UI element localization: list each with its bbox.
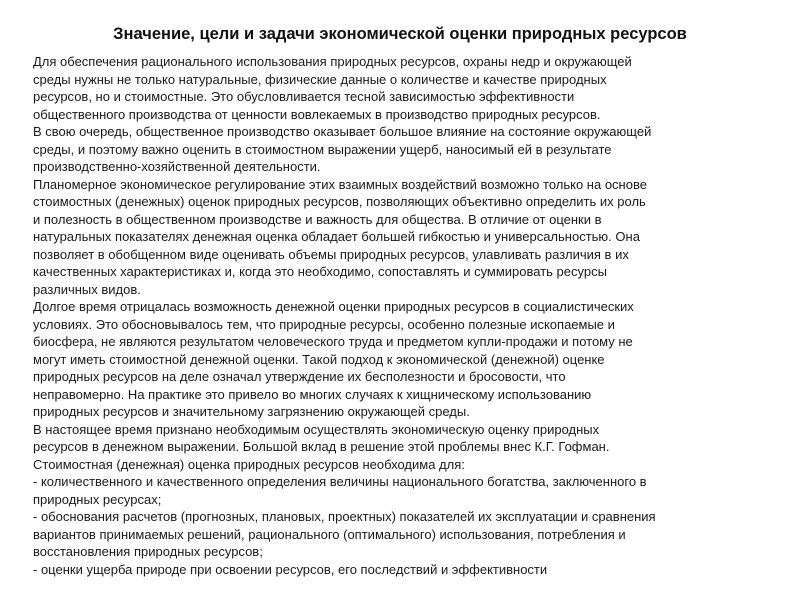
text-line: В настоящее время признано необходимым осуществлять экономическую оценку природных bbox=[33, 421, 600, 437]
text-line: Стоимостная (денежная) оценка природных ресурсов необходима для: bbox=[33, 456, 465, 472]
text-line: Планомерное экономическое регулирование этих взаимных воздействий возможно только на основе bbox=[33, 176, 647, 192]
text-line: различных видов. bbox=[33, 281, 141, 297]
text-line: Долгое время отрицалась возможность денежной оценки природных ресурсов в социалистических bbox=[33, 299, 634, 314]
text-line: В свою очередь, общественное производство оказывает большое влияние на состояние окружающей bbox=[33, 124, 652, 139]
page-title: Значение, цели и задачи экономической оценки природных ресурсов bbox=[113, 25, 687, 43]
text-line: производственно-хозяйственной деятельности. bbox=[33, 159, 321, 174]
text-line: вариантов принимаемых решений, рационального (оптимального) использования, потребления и bbox=[33, 526, 626, 542]
text-line: ресурсов, но и стоимостные. Это обусловливается тесной зависимостью эффективности bbox=[33, 89, 575, 104]
text-line: - оценки ущерба природе при освоении ресурсов, его последствий и эффективности bbox=[33, 561, 548, 577]
text-line: - количественного и качественного определения величины национального богатства, заключенного в bbox=[33, 474, 647, 489]
text-line: стоимостных (денежных) оценок природных ресурсов, позволяющих объективно определить их роль bbox=[33, 194, 646, 209]
text-line: могут иметь стоимостной денежной оценки. Такой подход к экономической (денежной) оценке bbox=[33, 351, 605, 367]
text-line: и полезность в общественном производстве и важность для общества. В отличие от оценки в bbox=[33, 211, 602, 227]
text-line: природных ресурсов и значительному загрязнению окружающей среды. bbox=[33, 404, 470, 419]
text-line: условиях. Это обосновывалось тем, что природные ресурсы, особенно полезные ископаемые и bbox=[33, 316, 615, 332]
text-line: биосфера, не являются результатом человеческого труда и предметом купли-продажи и потому не bbox=[33, 334, 633, 349]
text-line: среды, и поэтому важно оценить в стоимостном выражении ущерб, наносимый ей в результате bbox=[33, 141, 612, 157]
text-line: природных ресурсов на деле означал утверждение их бесполезности и бросовости, что bbox=[33, 369, 566, 384]
text-line: натуральных показателях денежная оценка обладает большей гибкостью и универсальностью. Она bbox=[33, 229, 640, 244]
text-line: позволяет в обобщенном виде оценивать объемы природных ресурсов, улавливать различия в их bbox=[33, 246, 629, 262]
text-line: Для обеспечения рационального использования природных ресурсов, охраны недр и окружающей bbox=[33, 54, 632, 69]
text-line: качественных характеристиках и, когда это необходимо, сопоставлять и суммировать ресурсы bbox=[33, 264, 607, 279]
text-line: - обоснования расчетов (прогнозных, плановых, проектных) показателей их эксплуатации и сравнения bbox=[33, 509, 656, 524]
text-line: неправомерно. На практике это привело во многих случаях к хищническому использованию bbox=[33, 386, 592, 402]
text-line: природных ресурсах; bbox=[33, 491, 162, 507]
text-line: ресурсов в денежном выражении. Большой вклад в решение этой проблемы внес К.Г. Гофман. bbox=[33, 439, 610, 454]
text-line: общественного производства от ценности вовлекаемых в производство природных ресурсов. bbox=[33, 106, 601, 122]
text-line: среды нужны не только натуральные, физические данные о количестве и качестве природных bbox=[33, 71, 607, 87]
body-text bbox=[33, 53, 783, 578]
text-line: восстановления природных ресурсов; bbox=[33, 544, 263, 559]
